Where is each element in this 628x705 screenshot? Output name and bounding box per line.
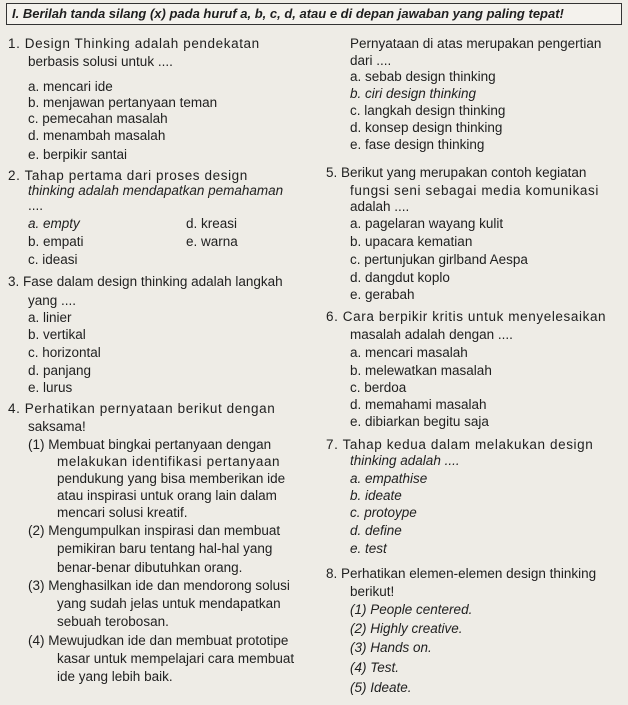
q5-option-d[interactable]: d. dangdut koplo xyxy=(350,270,450,285)
q8-element-4: (4) Test. xyxy=(350,660,400,675)
q8-element-1: (1) People centered. xyxy=(350,602,473,617)
q4-option-b[interactable]: b. ciri design thinking xyxy=(350,86,477,101)
q4-statement-1-cont: melakukan identifikasi pertanyaan xyxy=(57,454,281,469)
question-1-line-2: berbasis solusi untuk .... xyxy=(28,54,173,69)
question-7-line-2: thinking adalah .... xyxy=(350,453,460,468)
q4-statement-3-cont: yang sudah jelas untuk mendapatkan xyxy=(57,596,281,611)
question-8-line-2: berikut! xyxy=(350,584,395,599)
q1-option-c[interactable]: c. pemecahan masalah xyxy=(28,111,168,126)
q8-element-3: (3) Hands on. xyxy=(350,640,432,655)
q3-option-a[interactable]: a. linier xyxy=(28,310,72,325)
q5-option-c[interactable]: c. pertunjukan girlband Aespa xyxy=(350,252,528,267)
question-5-line-3: adalah .... xyxy=(350,199,410,214)
q7-option-c[interactable]: c. protoype xyxy=(350,505,417,520)
q1-option-a[interactable]: a. mencari ide xyxy=(28,79,113,94)
question-4-continuation-line-1: Pernyataan di atas merupakan pengertian xyxy=(350,36,602,51)
q4-option-d[interactable]: d. konsep design thinking xyxy=(350,120,503,135)
q6-option-a[interactable]: a. mencari masalah xyxy=(350,345,468,360)
q1-option-e[interactable]: e. berpikir santai xyxy=(28,147,128,162)
question-3-line-1: 3. Fase dalam design thinking adalah langkah xyxy=(8,274,283,289)
q7-option-a[interactable]: a. empathise xyxy=(350,471,428,486)
q2-option-e[interactable]: e. warna xyxy=(186,234,238,249)
q2-option-a[interactable]: a. empty xyxy=(28,216,80,231)
q4-statement-1-cont: pendukung yang bisa memberikan ide xyxy=(57,471,286,486)
q4-option-a[interactable]: a. sebab design thinking xyxy=(350,69,496,84)
q4-option-c[interactable]: c. langkah design thinking xyxy=(350,103,506,118)
question-7-line-1: 7. Tahap kedua dalam melakukan design xyxy=(326,437,594,452)
question-2-line-1: 2. Tahap pertama dari proses design xyxy=(8,168,248,183)
question-6-line-2: masalah adalah dengan .... xyxy=(350,327,513,342)
q3-option-b[interactable]: b. vertikal xyxy=(28,327,86,342)
q1-option-d[interactable]: d. menambah masalah xyxy=(28,128,166,143)
q4-statement-2: (2) Mengumpulkan inspirasi dan membuat xyxy=(28,523,281,538)
q4-statement-2-cont: benar-benar dibutuhkan orang. xyxy=(57,560,243,575)
q3-option-c[interactable]: c. horizontal xyxy=(28,345,101,360)
question-8-line-1: 8. Perhatikan elemen-elemen design thinking xyxy=(326,566,597,581)
q5-option-a[interactable]: a. pagelaran wayang kulit xyxy=(350,216,504,231)
q5-option-b[interactable]: b. upacara kematian xyxy=(350,234,473,249)
question-5-line-2: fungsi seni sebagai media komunikasi xyxy=(350,183,599,198)
q7-option-e[interactable]: e. test xyxy=(350,541,387,556)
q3-option-d[interactable]: d. panjang xyxy=(28,363,92,378)
question-5-line-1: 5. Berikut yang merupakan contoh kegiatan xyxy=(326,165,587,180)
q4-statement-1: (1) Membuat bingkai pertanyaan dengan xyxy=(28,437,272,452)
q4-statement-4-cont: kasar untuk mempelajari cara membuat xyxy=(57,651,295,666)
q4-option-e[interactable]: e. fase design thinking xyxy=(350,137,485,152)
q2-option-c[interactable]: c. ideasi xyxy=(28,252,78,267)
question-2-line-3: .... xyxy=(28,198,44,213)
q8-element-2: (2) Highly creative. xyxy=(350,621,463,636)
q5-option-e[interactable]: e. gerabah xyxy=(350,287,415,302)
question-4-continuation-line-2: dari .... xyxy=(350,53,392,68)
question-3-line-2: yang .... xyxy=(28,293,77,308)
q4-statement-4: (4) Mewujudkan ide dan membuat prototipe xyxy=(28,633,289,648)
q6-option-c[interactable]: c. berdoa xyxy=(350,380,407,395)
q2-option-d[interactable]: d. kreasi xyxy=(186,216,238,231)
question-4-line-1: 4. Perhatikan pernyataan berikut dengan xyxy=(8,401,276,416)
q4-statement-3: (3) Menghasilkan ide dan mendorong solusi xyxy=(28,578,290,593)
q4-statement-3-cont: sebuah terobosan. xyxy=(57,614,169,629)
question-4-line-2: saksama! xyxy=(28,419,86,434)
section-header: I. Berilah tanda silang (x) pada huruf a, b, c, d, atau e di depan jawaban yang paling tepat! xyxy=(6,3,622,25)
q6-option-d[interactable]: d. memahami masalah xyxy=(350,397,487,412)
q4-statement-2-cont: pemikiran baru tentang hal-hal yang xyxy=(57,541,273,556)
question-2-line-2: thinking adalah mendapatkan pemahaman xyxy=(28,183,284,198)
q4-statement-1-cont: mencari solusi kreatif. xyxy=(57,505,188,520)
q3-option-e[interactable]: e. lurus xyxy=(28,380,73,395)
q4-statement-4-cont: ide yang lebih baik. xyxy=(57,669,173,684)
q4-statement-1-cont: atau inspirasi untuk orang lain dalam xyxy=(57,488,277,503)
q8-element-5: (5) Ideate. xyxy=(350,680,412,695)
q7-option-d[interactable]: d. define xyxy=(350,523,402,538)
q6-option-b[interactable]: b. melewatkan masalah xyxy=(350,363,492,378)
q2-option-b[interactable]: b. empati xyxy=(28,234,84,249)
q7-option-b[interactable]: b. ideate xyxy=(350,488,402,503)
q6-option-e[interactable]: e. dibiarkan begitu saja xyxy=(350,414,489,429)
question-6-line-1: 6. Cara berpikir kritis untuk menyelesaikan xyxy=(326,309,607,324)
question-1-line-1: 1. Design Thinking adalah pendekatan xyxy=(8,36,260,51)
q1-option-b[interactable]: b. menjawan pertanyaan teman xyxy=(28,95,218,110)
